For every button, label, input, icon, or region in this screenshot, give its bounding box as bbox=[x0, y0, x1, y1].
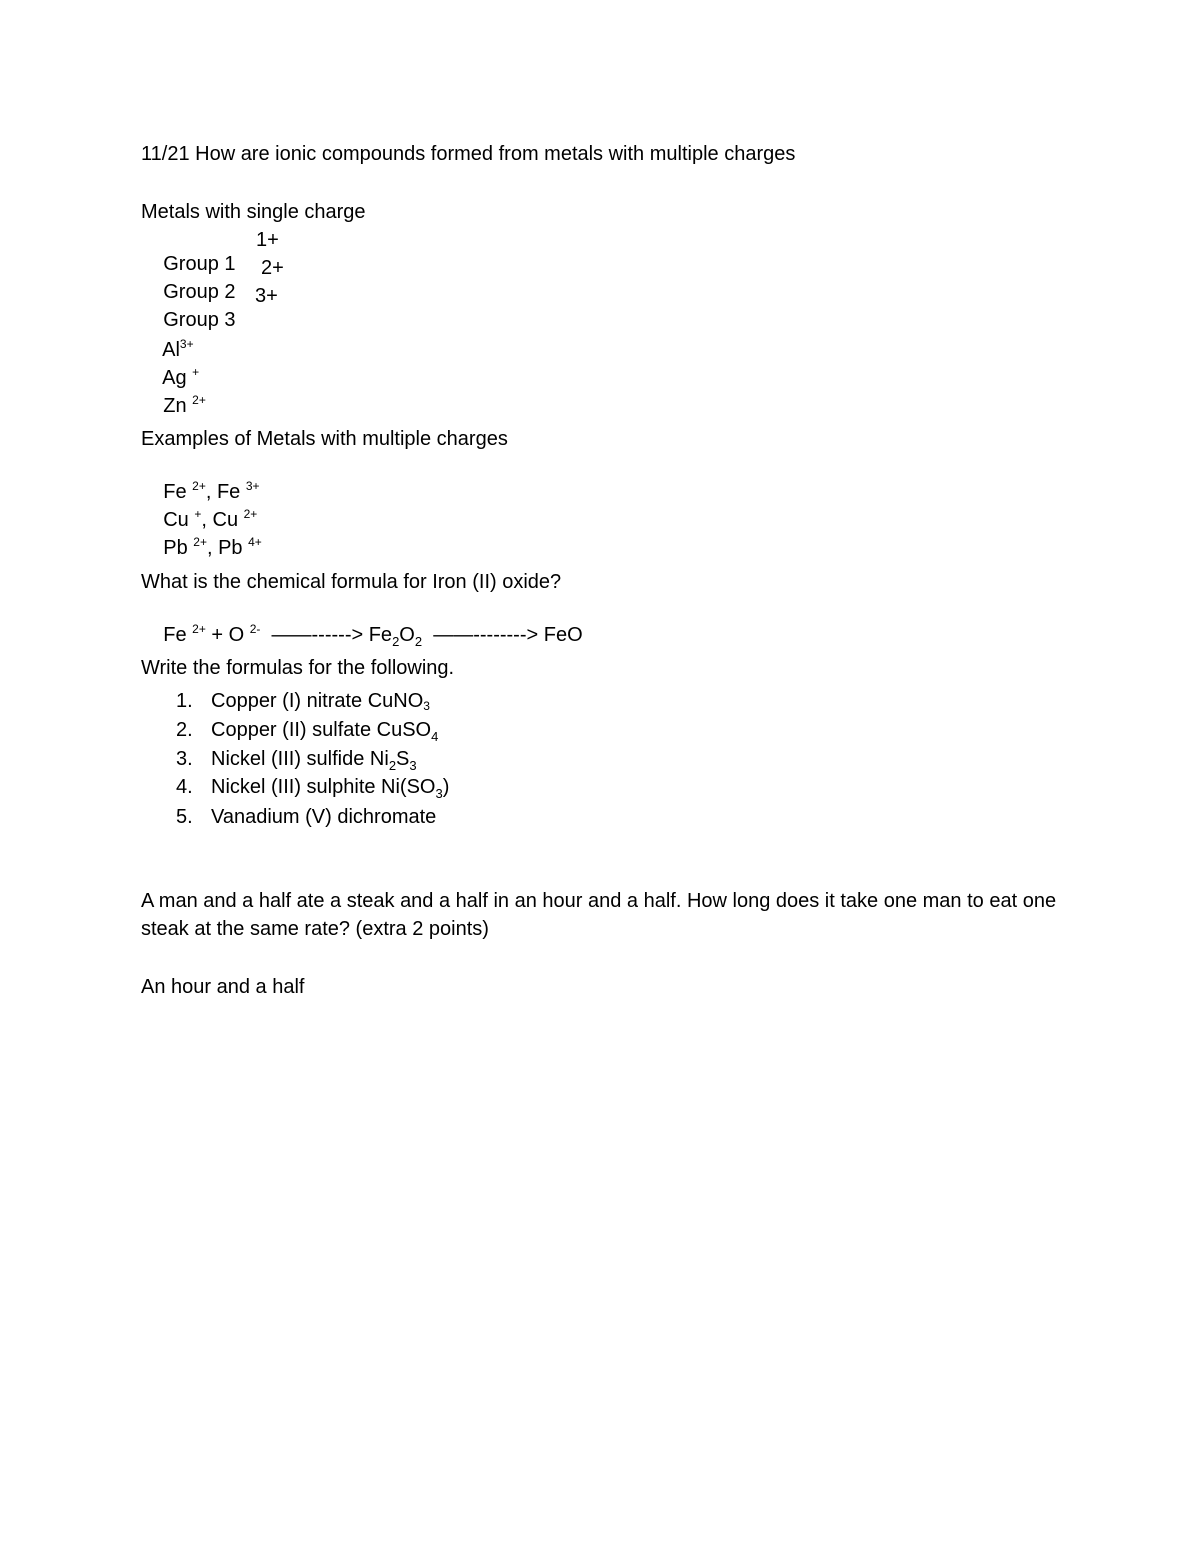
riddle-answer: An hour and a half bbox=[141, 976, 305, 998]
subscript: 3 bbox=[409, 758, 417, 773]
list-number: 4. bbox=[176, 776, 193, 798]
iron-oxide-question: What is the chemical formula for Iron (II) oxide? bbox=[141, 571, 562, 593]
riddle-question: A man and a half ate a steak and a half in an hour and a half. How long does it take one man to eat one steak at the same rate? (extra 2 points) bbox=[141, 890, 1057, 940]
equation-term: Fe bbox=[163, 624, 193, 646]
ion-symbol: Fe bbox=[163, 481, 193, 503]
list-item bbox=[211, 775, 449, 801]
page-title: 11/21 How are ionic compounds formed from metals with multiple charges bbox=[141, 143, 796, 165]
list-number: 5. bbox=[176, 806, 193, 828]
subscript: 4 bbox=[431, 729, 439, 744]
list-item-text: Nickel (III) sulphite Ni(SO bbox=[211, 776, 436, 798]
list-item bbox=[211, 747, 417, 773]
subscript: 2 bbox=[388, 758, 397, 773]
list-item bbox=[211, 805, 436, 829]
equation-arrow: ——------> Fe bbox=[260, 624, 393, 646]
ion-symbol: Al bbox=[162, 339, 180, 361]
equation-term: + O bbox=[205, 624, 250, 646]
ion-charge: 4+ bbox=[248, 535, 262, 549]
subscript: 2 bbox=[414, 634, 423, 649]
ion-charge: + bbox=[194, 507, 202, 521]
ion-charge: 2+ bbox=[192, 622, 206, 636]
list-number: 2. bbox=[176, 719, 193, 741]
exercise-heading: Write the formulas for the following. bbox=[141, 657, 455, 679]
ion-charge: 3+ bbox=[245, 479, 260, 493]
ion-symbol: Ag bbox=[162, 367, 193, 389]
list-item-text: ) bbox=[442, 776, 450, 798]
ion-charge: 3+ bbox=[179, 337, 194, 351]
subscript: 3 bbox=[435, 786, 443, 801]
ion-charge: 2+ bbox=[243, 507, 258, 521]
ion-symbol: Pb bbox=[218, 537, 249, 559]
list-item-text: S bbox=[396, 748, 410, 770]
list-item-text: Copper (II) sulfate CuSO bbox=[211, 719, 432, 741]
list-item bbox=[211, 689, 430, 715]
list-item-text: Nickel (III) sulfide Ni bbox=[211, 748, 389, 770]
ion-charge: 2- bbox=[249, 622, 261, 636]
subscript: 2 bbox=[392, 634, 400, 649]
group-name: Group 1 bbox=[163, 253, 236, 275]
list-item bbox=[211, 718, 438, 744]
group-name: Group 3 bbox=[163, 309, 236, 331]
ion-symbol: Zn bbox=[163, 395, 193, 417]
ion-charge: 2+ bbox=[192, 393, 206, 407]
separator: , bbox=[206, 537, 219, 559]
group-name: Group 2 bbox=[163, 281, 236, 303]
separator: , bbox=[201, 509, 213, 531]
group-charge: 3+ bbox=[255, 285, 278, 307]
ion-charge: 2+ bbox=[193, 535, 207, 549]
subscript: 3 bbox=[423, 699, 430, 713]
list-number: 3. bbox=[176, 748, 193, 770]
ion-symbol: Cu bbox=[212, 509, 244, 531]
list-item-text: Vanadium (V) dichromate bbox=[211, 806, 437, 828]
equation-arrow: ——--------> FeO bbox=[422, 624, 583, 646]
list-item-text: Copper (I) nitrate CuNO bbox=[211, 690, 424, 712]
ion-charge: + bbox=[192, 365, 200, 379]
multiple-charge-heading: Examples of Metals with multiple charges bbox=[141, 428, 508, 450]
group-charge: 2+ bbox=[261, 257, 284, 279]
separator: , bbox=[205, 481, 217, 503]
single-charge-heading: Metals with single charge bbox=[141, 201, 366, 223]
ion-symbol: Pb bbox=[163, 537, 194, 559]
list-number: 1. bbox=[176, 690, 193, 712]
ion-charge: 2+ bbox=[192, 479, 206, 493]
equation-term: O bbox=[399, 624, 415, 646]
group-charge: 1+ bbox=[256, 229, 279, 251]
ion-symbol: Fe bbox=[216, 481, 246, 503]
ion-symbol: Cu bbox=[163, 509, 195, 531]
